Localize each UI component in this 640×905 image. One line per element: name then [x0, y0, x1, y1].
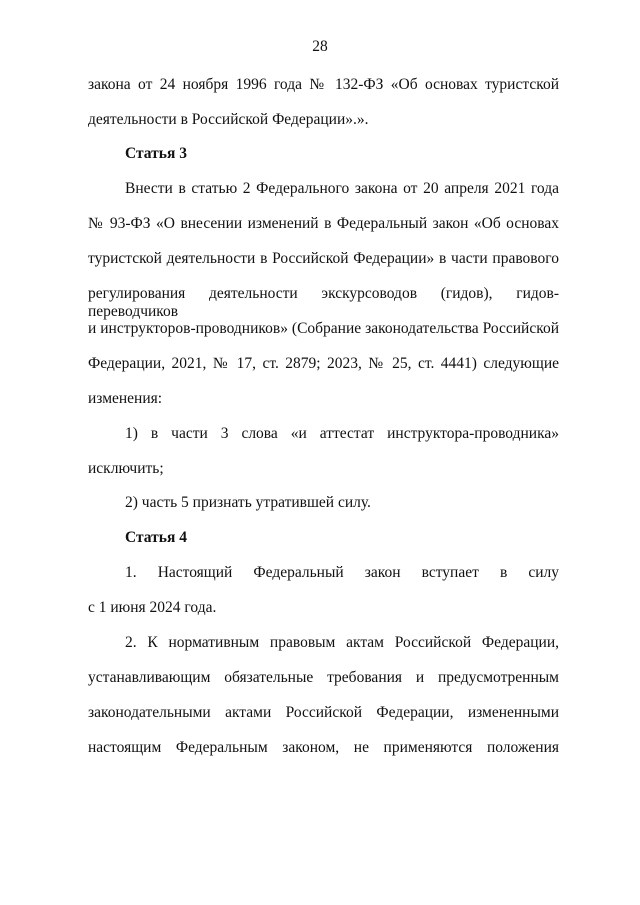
- text-line: Внести в статью 2 Федерального закона от 20 апреля 2021 года: [125, 180, 559, 197]
- text-line: 2) часть 5 признать утратившей силу.: [125, 494, 371, 511]
- text-line: 2. К нормативным правовым актам Российской Федерации,: [125, 634, 559, 651]
- text-line: туристской деятельности в Российской Федерации» в части правового: [88, 250, 559, 267]
- text-line: закона от 24 ноября 1996 года № 132-ФЗ «Об основах туристской: [88, 76, 559, 93]
- text-line: настоящим Федеральным законом, не применяются положения: [88, 739, 559, 756]
- text-line: исключить;: [88, 460, 164, 477]
- text-line: с 1 июня 2024 года.: [88, 599, 217, 616]
- page-number: 28: [312, 38, 328, 55]
- text-line: и инструкторов-проводников» (Собрание законодательства Российской: [88, 320, 559, 337]
- text-line: устанавливающим обязательные требования и предусмотренным: [88, 669, 559, 686]
- article-heading: Статья 3: [125, 145, 187, 162]
- text-line: изменения:: [88, 390, 163, 407]
- text-line: Федерации, 2021, № 17, ст. 2879; 2023, № 25, ст. 4441) следующие: [88, 355, 559, 372]
- article-heading: Статья 4: [125, 529, 187, 546]
- text-line: законодательными актами Российской Федерации, измененными: [88, 704, 559, 721]
- text-line: регулирования деятельности экскурсоводов (гидов), гидов-переводчиков: [88, 285, 559, 320]
- text-line: № 93-ФЗ «О внесении изменений в Федеральный закон «Об основах: [88, 215, 559, 232]
- text-line: 1. Настоящий Федеральный закон вступает в силу: [125, 564, 559, 581]
- text-line: деятельности в Российской Федерации».».: [88, 111, 369, 128]
- text-line: 1) в части 3 слова «и аттестат инструктора-проводника»: [125, 425, 559, 442]
